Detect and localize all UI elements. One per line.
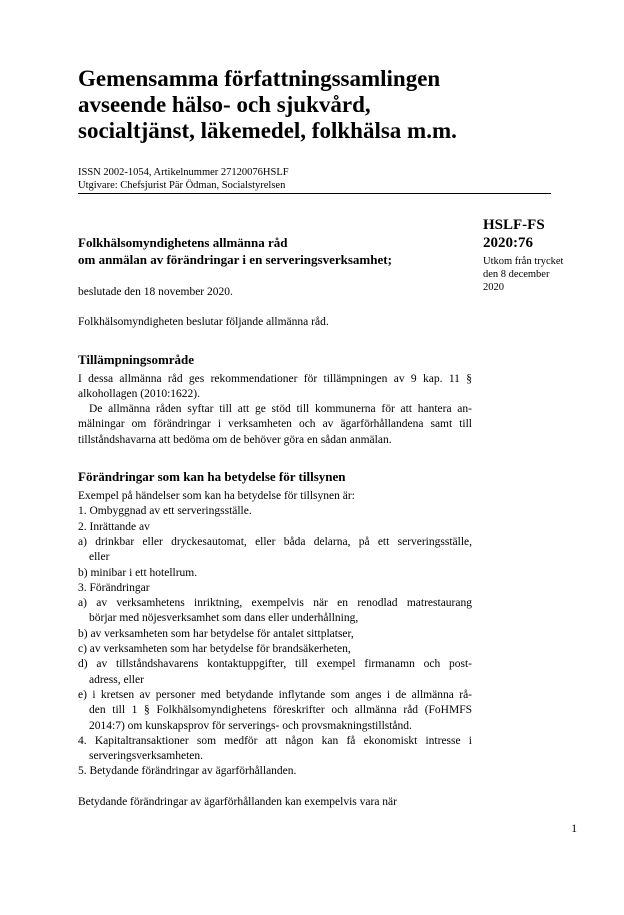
list-item-text: 2. Inrättande av [78, 520, 150, 533]
scope-paragraph [78, 372, 472, 448]
collection-title-line: socialtjänst, läkemedel, folkhälsa m.m. [78, 118, 457, 143]
paragraph-line: I dessa allmänna råd ges rekommendationer för tillämpningen av 9 kap. 11 § [78, 372, 472, 385]
list-item-text: 1. Ombyggnad av ett serveringsställe. [78, 505, 252, 518]
list-item-text: a) drinkbar eller dryckesautomat, eller båda delarna, på ett serveringsställe, [78, 535, 472, 548]
changes-list [78, 504, 472, 779]
list-item [78, 764, 472, 779]
published-line: Utkom från trycket [483, 256, 564, 267]
list-item-continuation: 2014:7) om kunskapsprov för serverings- och provsmakningstillstånd. [89, 719, 412, 732]
paragraph-line: tillståndshavarna att bedöma om de behöver göra en sådan anmälan. [78, 433, 392, 446]
list-item-continuation: adress, eller [89, 673, 144, 686]
collection-title [78, 66, 558, 144]
list-item-text: 3. Förändringar [78, 581, 150, 594]
paragraph-line: De allmänna råden syftar till att ge stöd till kommunerna för att hantera an- [89, 403, 472, 416]
decision-text: Folkhälsomyndigheten beslutar följande allmänna råd. [78, 316, 329, 329]
collection-title-line: Gemensamma författningssamlingen [78, 66, 441, 91]
list-item [78, 535, 472, 566]
series-label: HSLF-FS [483, 217, 545, 233]
main-content [78, 234, 472, 810]
list-item-continuation: eller [89, 551, 110, 564]
list-item-text: b) minibar i ett hotellrum. [78, 566, 198, 579]
sidebar [483, 216, 573, 294]
list-item [78, 596, 472, 627]
changes-intro: Exempel på händelser som kan ha betydelse för tillsynen är: [78, 490, 355, 503]
list-item-continuation: den till 1 § Folkhälsomyndighetens föreskrifter och allmänna råd (FoHMFS [89, 704, 472, 717]
collection-title-line: avseende hälso- och sjukvård, [78, 92, 371, 117]
list-item-text: d) av tillståndshavarens kontaktuppgifter, till exempel firmanamn och post- [78, 658, 472, 671]
list-item-text: c) av verksamheten som har betydelse för brandsäkerheten, [78, 643, 351, 656]
publisher-line: Utgivare: Chefsjurist Pär Ödman, Socialstyrelsen [78, 180, 286, 191]
document-title [78, 234, 472, 268]
list-item [78, 657, 472, 688]
decided-date: beslutade den 18 november 2020. [78, 286, 233, 298]
list-item [78, 566, 472, 581]
paragraph-line: mälningar om förändringar i verksamheten och av ägarförhållandena samt till [78, 418, 472, 431]
list-item-text: b) av verksamheten som har betydelse för antalet sittplatser, [78, 627, 354, 640]
list-item [78, 642, 472, 657]
list-item [78, 688, 472, 734]
section-heading-scope: Tillämpningsområde [78, 351, 195, 367]
list-item [78, 520, 472, 535]
document-title-line: Folkhälsomyndighetens allmänna råd [78, 235, 288, 250]
list-item [78, 504, 472, 519]
list-item-text: a) av verksamhetens inriktning, exempelvis när en renodlad matrestaurang [78, 597, 472, 610]
document-title-line: om anmälan av förändringar i en serveringsverksamhet; [78, 252, 392, 267]
list-item-text: 5. Betydande förändringar av ägarförhållanden. [78, 765, 297, 778]
paragraph-line: alkohollagen (2010:1622). [78, 387, 201, 400]
published-line: den 8 december [483, 269, 550, 280]
page-number: 1 [571, 823, 577, 835]
list-item-text: 4. Kapitaltransaktioner som medför att någon kan få ekonomiskt intresse i [78, 734, 472, 747]
published-line: 2020 [483, 282, 504, 293]
header-divider [78, 193, 551, 194]
list-item-continuation: serveringsverksamheten. [89, 750, 204, 763]
list-item-text: e) i kretsen av personer med betydande inflytande som anges i de allmänna rå- [78, 688, 472, 701]
publication-meta [78, 166, 289, 192]
series-number: 2020:76 [483, 235, 533, 251]
section-heading-changes: Förändringar som kan ha betydelse för tillsynen [78, 469, 346, 485]
list-item [78, 581, 472, 596]
issn-line: ISSN 2002-1054, Artikelnummer 27120076HSLF [78, 167, 289, 178]
list-item [78, 627, 472, 642]
paragraph-spacer [78, 780, 472, 795]
list-item [78, 734, 472, 765]
closing-text: Betydande förändringar av ägarförhållanden kan exempelvis vara när [78, 795, 397, 808]
published-note [483, 255, 573, 294]
list-item-continuation: börjar med nöjesverksamhet som dans eller underhållning, [89, 612, 359, 625]
